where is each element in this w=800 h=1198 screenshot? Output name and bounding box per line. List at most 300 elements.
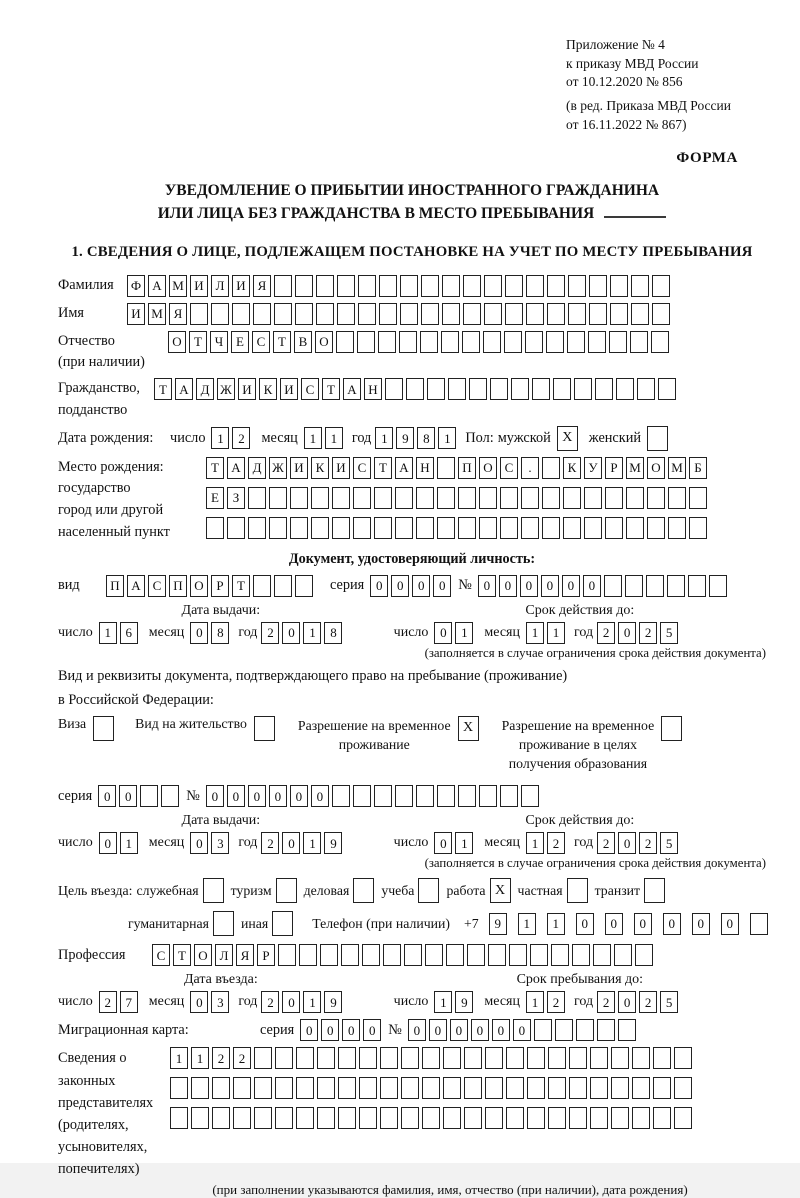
char-box[interactable]: 0 [342, 1019, 360, 1041]
char-box[interactable] [442, 303, 460, 325]
char-box[interactable] [631, 303, 649, 325]
char-box[interactable]: 0 [119, 785, 137, 807]
char-box[interactable] [275, 1077, 293, 1099]
char-box[interactable]: 1 [455, 832, 473, 854]
char-box[interactable] [689, 517, 707, 539]
char-box[interactable] [170, 1077, 188, 1099]
char-box[interactable]: Р [211, 575, 229, 597]
char-box[interactable] [616, 378, 634, 400]
char-box[interactable] [469, 378, 487, 400]
char-box[interactable]: Б [689, 457, 707, 479]
char-box[interactable] [709, 575, 727, 597]
char-box[interactable]: 0 [408, 1019, 426, 1041]
char-box[interactable] [404, 944, 422, 966]
char-box[interactable] [584, 487, 602, 509]
char-box[interactable]: А [175, 378, 193, 400]
char-box[interactable] [500, 785, 518, 807]
char-box[interactable] [484, 303, 502, 325]
char-box[interactable] [427, 378, 445, 400]
char-box[interactable]: Ч [210, 331, 228, 353]
char-box[interactable]: 0 [513, 1019, 531, 1041]
char-box[interactable]: 1 [304, 427, 322, 449]
char-box[interactable] [275, 1107, 293, 1129]
char-box[interactable] [652, 303, 670, 325]
char-box[interactable]: Р [605, 457, 623, 479]
char-box[interactable]: Ж [217, 378, 235, 400]
char-box[interactable] [254, 1047, 272, 1069]
char-box[interactable]: 0 [190, 832, 208, 854]
char-box[interactable] [674, 1077, 692, 1099]
char-box[interactable] [290, 487, 308, 509]
char-box[interactable] [227, 517, 245, 539]
char-box[interactable] [416, 785, 434, 807]
char-box[interactable]: 6 [120, 622, 138, 644]
char-box[interactable]: Л [215, 944, 233, 966]
char-box[interactable]: 1 [325, 427, 343, 449]
char-box[interactable]: И [290, 457, 308, 479]
char-box[interactable] [506, 1077, 524, 1099]
char-box[interactable]: П [106, 575, 124, 597]
char-box[interactable] [338, 1107, 356, 1129]
char-box[interactable]: М [169, 275, 187, 297]
char-box[interactable] [555, 1019, 573, 1041]
char-box[interactable] [401, 1047, 419, 1069]
char-box[interactable]: Ф [127, 275, 145, 297]
char-box[interactable] [296, 1047, 314, 1069]
checkbox-cell[interactable]: X [458, 716, 479, 741]
char-box[interactable]: 1 [526, 622, 544, 644]
char-box[interactable] [378, 331, 396, 353]
char-box[interactable] [443, 1107, 461, 1129]
checkbox-cell[interactable] [276, 878, 297, 903]
char-box[interactable]: 9 [489, 913, 507, 935]
char-box[interactable] [597, 1019, 615, 1041]
char-box[interactable] [509, 944, 527, 966]
char-box[interactable] [689, 487, 707, 509]
char-box[interactable] [316, 275, 334, 297]
char-box[interactable] [374, 487, 392, 509]
char-box[interactable]: 2 [261, 832, 279, 854]
char-box[interactable] [212, 1077, 230, 1099]
char-box[interactable]: 0 [583, 575, 601, 597]
char-box[interactable] [504, 331, 522, 353]
char-box[interactable] [647, 487, 665, 509]
char-box[interactable] [527, 1107, 545, 1129]
char-box[interactable] [337, 275, 355, 297]
char-box[interactable] [563, 517, 581, 539]
char-box[interactable]: П [169, 575, 187, 597]
char-box[interactable] [448, 378, 466, 400]
char-box[interactable] [542, 517, 560, 539]
char-box[interactable]: 1 [191, 1047, 209, 1069]
char-box[interactable] [416, 517, 434, 539]
char-box[interactable] [490, 378, 508, 400]
char-box[interactable]: 0 [290, 785, 308, 807]
char-box[interactable] [553, 378, 571, 400]
char-box[interactable]: 0 [227, 785, 245, 807]
char-box[interactable]: 0 [499, 575, 517, 597]
char-box[interactable]: 2 [597, 832, 615, 854]
char-box[interactable] [437, 785, 455, 807]
char-box[interactable]: 2 [639, 622, 657, 644]
char-box[interactable] [574, 378, 592, 400]
char-box[interactable]: Т [173, 944, 191, 966]
char-box[interactable] [526, 303, 544, 325]
char-box[interactable] [674, 1107, 692, 1129]
char-box[interactable] [269, 487, 287, 509]
char-box[interactable] [422, 1047, 440, 1069]
char-box[interactable]: 2 [233, 1047, 251, 1069]
char-box[interactable]: 3 [211, 991, 229, 1013]
char-box[interactable]: 2 [261, 622, 279, 644]
char-box[interactable] [526, 275, 544, 297]
char-box[interactable]: С [301, 378, 319, 400]
checkbox-cell[interactable] [93, 716, 114, 741]
char-box[interactable]: 0 [471, 1019, 489, 1041]
char-box[interactable] [632, 1077, 650, 1099]
char-box[interactable] [232, 303, 250, 325]
char-box[interactable]: Д [196, 378, 214, 400]
char-box[interactable] [380, 1047, 398, 1069]
char-box[interactable] [635, 944, 653, 966]
char-box[interactable] [595, 378, 613, 400]
char-box[interactable] [416, 487, 434, 509]
char-box[interactable]: А [343, 378, 361, 400]
char-box[interactable]: 0 [434, 622, 452, 644]
char-box[interactable] [542, 457, 560, 479]
checkbox-cell[interactable] [254, 716, 275, 741]
char-box[interactable] [401, 1107, 419, 1129]
char-box[interactable]: Т [273, 331, 291, 353]
checkbox-cell[interactable] [418, 878, 439, 903]
char-box[interactable] [611, 1107, 629, 1129]
char-box[interactable]: А [127, 575, 145, 597]
char-box[interactable]: А [227, 457, 245, 479]
char-box[interactable] [605, 517, 623, 539]
char-box[interactable]: 0 [206, 785, 224, 807]
char-box[interactable] [140, 785, 158, 807]
char-box[interactable]: О [647, 457, 665, 479]
char-box[interactable]: 0 [99, 832, 117, 854]
char-box[interactable]: 0 [618, 991, 636, 1013]
char-box[interactable]: О [315, 331, 333, 353]
char-box[interactable] [191, 1077, 209, 1099]
char-box[interactable]: С [252, 331, 270, 353]
char-box[interactable]: 0 [520, 575, 538, 597]
char-box[interactable] [500, 487, 518, 509]
char-box[interactable]: 0 [618, 832, 636, 854]
char-box[interactable] [278, 944, 296, 966]
char-box[interactable] [353, 785, 371, 807]
char-box[interactable]: 0 [190, 622, 208, 644]
char-box[interactable]: У [584, 457, 602, 479]
char-box[interactable] [358, 275, 376, 297]
char-box[interactable]: 1 [303, 622, 321, 644]
char-box[interactable]: 5 [660, 622, 678, 644]
char-box[interactable] [572, 944, 590, 966]
char-box[interactable] [395, 487, 413, 509]
char-box[interactable]: 0 [282, 622, 300, 644]
char-box[interactable] [590, 1077, 608, 1099]
char-box[interactable] [400, 275, 418, 297]
char-box[interactable] [569, 1107, 587, 1129]
checkbox-cell[interactable] [213, 911, 234, 936]
char-box[interactable] [206, 517, 224, 539]
char-box[interactable] [320, 944, 338, 966]
char-box[interactable] [506, 1107, 524, 1129]
char-box[interactable] [569, 1047, 587, 1069]
char-box[interactable] [395, 785, 413, 807]
char-box[interactable]: Е [206, 487, 224, 509]
char-box[interactable] [443, 1047, 461, 1069]
char-box[interactable]: И [238, 378, 256, 400]
char-box[interactable]: 1 [526, 991, 544, 1013]
char-box[interactable] [610, 275, 628, 297]
char-box[interactable] [296, 1107, 314, 1129]
char-box[interactable]: 1 [120, 832, 138, 854]
char-box[interactable] [658, 378, 676, 400]
char-box[interactable] [275, 1047, 293, 1069]
char-box[interactable]: М [626, 457, 644, 479]
char-box[interactable]: Т [374, 457, 392, 479]
char-box[interactable]: 2 [212, 1047, 230, 1069]
char-box[interactable] [479, 517, 497, 539]
char-box[interactable] [527, 1047, 545, 1069]
char-box[interactable]: 0 [663, 913, 681, 935]
char-box[interactable] [568, 303, 586, 325]
char-box[interactable] [311, 517, 329, 539]
char-box[interactable]: С [152, 944, 170, 966]
char-box[interactable] [488, 944, 506, 966]
char-box[interactable]: Т [154, 378, 172, 400]
char-box[interactable] [233, 1107, 251, 1129]
char-box[interactable]: А [395, 457, 413, 479]
char-box[interactable]: 0 [282, 832, 300, 854]
char-box[interactable]: 0 [618, 622, 636, 644]
char-box[interactable]: 2 [597, 991, 615, 1013]
char-box[interactable]: И [190, 275, 208, 297]
char-box[interactable] [420, 331, 438, 353]
char-box[interactable] [406, 378, 424, 400]
char-box[interactable]: П [458, 457, 476, 479]
char-box[interactable]: Я [253, 275, 271, 297]
char-box[interactable] [379, 275, 397, 297]
char-box[interactable]: 0 [321, 1019, 339, 1041]
char-box[interactable]: 0 [429, 1019, 447, 1041]
char-box[interactable] [589, 275, 607, 297]
char-box[interactable] [525, 331, 543, 353]
char-box[interactable]: 0 [605, 913, 623, 935]
char-box[interactable]: 0 [98, 785, 116, 807]
char-box[interactable]: 0 [433, 575, 451, 597]
char-box[interactable] [338, 1077, 356, 1099]
char-box[interactable]: 5 [660, 832, 678, 854]
char-box[interactable]: 0 [692, 913, 710, 935]
char-box[interactable]: 0 [492, 1019, 510, 1041]
char-box[interactable]: 0 [412, 575, 430, 597]
char-box[interactable] [290, 517, 308, 539]
char-box[interactable] [610, 303, 628, 325]
char-box[interactable] [532, 378, 550, 400]
checkbox-cell[interactable] [203, 878, 224, 903]
char-box[interactable] [422, 1077, 440, 1099]
char-box[interactable] [442, 275, 460, 297]
char-box[interactable]: Т [322, 378, 340, 400]
char-box[interactable] [458, 785, 476, 807]
char-box[interactable] [441, 331, 459, 353]
char-box[interactable] [383, 944, 401, 966]
char-box[interactable] [233, 1077, 251, 1099]
char-box[interactable]: 0 [391, 575, 409, 597]
char-box[interactable] [437, 457, 455, 479]
char-box[interactable]: М [668, 457, 686, 479]
char-box[interactable] [548, 1047, 566, 1069]
char-box[interactable]: И [127, 303, 145, 325]
char-box[interactable]: Д [248, 457, 266, 479]
checkbox-cell[interactable] [353, 878, 374, 903]
char-box[interactable] [295, 575, 313, 597]
char-box[interactable]: 5 [660, 991, 678, 1013]
char-box[interactable] [253, 303, 271, 325]
char-box[interactable] [637, 378, 655, 400]
char-box[interactable]: 8 [417, 427, 435, 449]
char-box[interactable] [191, 1107, 209, 1129]
checkbox-cell[interactable] [647, 426, 668, 451]
char-box[interactable]: С [500, 457, 518, 479]
char-box[interactable]: 2 [232, 427, 250, 449]
char-box[interactable] [588, 331, 606, 353]
char-box[interactable]: Т [206, 457, 224, 479]
char-box[interactable]: 1 [518, 913, 536, 935]
char-box[interactable] [589, 303, 607, 325]
char-box[interactable] [332, 517, 350, 539]
checkbox-cell[interactable] [272, 911, 293, 936]
char-box[interactable] [374, 785, 392, 807]
char-box[interactable] [462, 331, 480, 353]
char-box[interactable] [604, 575, 622, 597]
char-box[interactable] [576, 1019, 594, 1041]
char-box[interactable]: 1 [547, 622, 565, 644]
char-box[interactable] [332, 487, 350, 509]
char-box[interactable]: 1 [211, 427, 229, 449]
char-box[interactable] [463, 275, 481, 297]
char-box[interactable]: 1 [526, 832, 544, 854]
char-box[interactable] [625, 575, 643, 597]
char-box[interactable]: В [294, 331, 312, 353]
char-box[interactable] [425, 944, 443, 966]
char-box[interactable] [618, 1019, 636, 1041]
char-box[interactable] [511, 378, 529, 400]
char-box[interactable] [653, 1077, 671, 1099]
char-box[interactable] [479, 785, 497, 807]
char-box[interactable]: Р [257, 944, 275, 966]
char-box[interactable]: 0 [541, 575, 559, 597]
char-box[interactable]: 2 [639, 832, 657, 854]
char-box[interactable] [630, 331, 648, 353]
char-box[interactable]: 0 [450, 1019, 468, 1041]
char-box[interactable]: 0 [562, 575, 580, 597]
char-box[interactable] [611, 1047, 629, 1069]
char-box[interactable]: С [148, 575, 166, 597]
char-box[interactable] [464, 1047, 482, 1069]
char-box[interactable] [295, 303, 313, 325]
char-box[interactable]: И [280, 378, 298, 400]
char-box[interactable] [668, 487, 686, 509]
char-box[interactable] [563, 487, 581, 509]
char-box[interactable] [359, 1107, 377, 1129]
char-box[interactable]: 2 [597, 622, 615, 644]
char-box[interactable] [190, 303, 208, 325]
char-box[interactable]: Т [232, 575, 250, 597]
title-blank-line[interactable] [604, 213, 666, 218]
char-box[interactable] [374, 517, 392, 539]
char-box[interactable]: 0 [434, 832, 452, 854]
char-box[interactable] [458, 487, 476, 509]
char-box[interactable] [253, 575, 271, 597]
char-box[interactable] [551, 944, 569, 966]
char-box[interactable]: 1 [99, 622, 117, 644]
char-box[interactable] [646, 575, 664, 597]
char-box[interactable] [341, 944, 359, 966]
char-box[interactable]: 0 [721, 913, 739, 935]
char-box[interactable] [437, 517, 455, 539]
char-box[interactable]: 7 [120, 991, 138, 1013]
char-box[interactable] [161, 785, 179, 807]
char-box[interactable]: 1 [438, 427, 456, 449]
char-box[interactable] [211, 303, 229, 325]
char-box[interactable] [611, 1077, 629, 1099]
char-box[interactable] [353, 487, 371, 509]
char-box[interactable] [605, 487, 623, 509]
char-box[interactable] [651, 331, 669, 353]
char-box[interactable] [353, 517, 371, 539]
char-box[interactable]: М [148, 303, 166, 325]
char-box[interactable] [542, 487, 560, 509]
char-box[interactable] [274, 275, 292, 297]
char-box[interactable]: К [311, 457, 329, 479]
char-box[interactable]: Т [189, 331, 207, 353]
char-box[interactable] [385, 378, 403, 400]
char-box[interactable]: 0 [370, 575, 388, 597]
char-box[interactable]: 1 [434, 991, 452, 1013]
char-box[interactable] [652, 275, 670, 297]
char-box[interactable] [521, 487, 539, 509]
char-box[interactable]: 2 [261, 991, 279, 1013]
char-box[interactable]: 0 [363, 1019, 381, 1041]
char-box[interactable]: О [479, 457, 497, 479]
char-box[interactable]: . [521, 457, 539, 479]
char-box[interactable] [485, 1047, 503, 1069]
char-box[interactable] [362, 944, 380, 966]
char-box[interactable]: 8 [211, 622, 229, 644]
char-box[interactable] [317, 1107, 335, 1129]
char-box[interactable]: 0 [248, 785, 266, 807]
char-box[interactable] [647, 517, 665, 539]
char-box[interactable] [212, 1107, 230, 1129]
char-box[interactable] [437, 487, 455, 509]
char-box[interactable] [547, 275, 565, 297]
char-box[interactable] [546, 331, 564, 353]
char-box[interactable]: Я [169, 303, 187, 325]
char-box[interactable] [527, 1077, 545, 1099]
char-box[interactable]: 2 [639, 991, 657, 1013]
char-box[interactable] [653, 1047, 671, 1069]
char-box[interactable]: Я [236, 944, 254, 966]
char-box[interactable]: 9 [455, 991, 473, 1013]
char-box[interactable] [274, 303, 292, 325]
char-box[interactable] [248, 517, 266, 539]
char-box[interactable] [632, 1107, 650, 1129]
